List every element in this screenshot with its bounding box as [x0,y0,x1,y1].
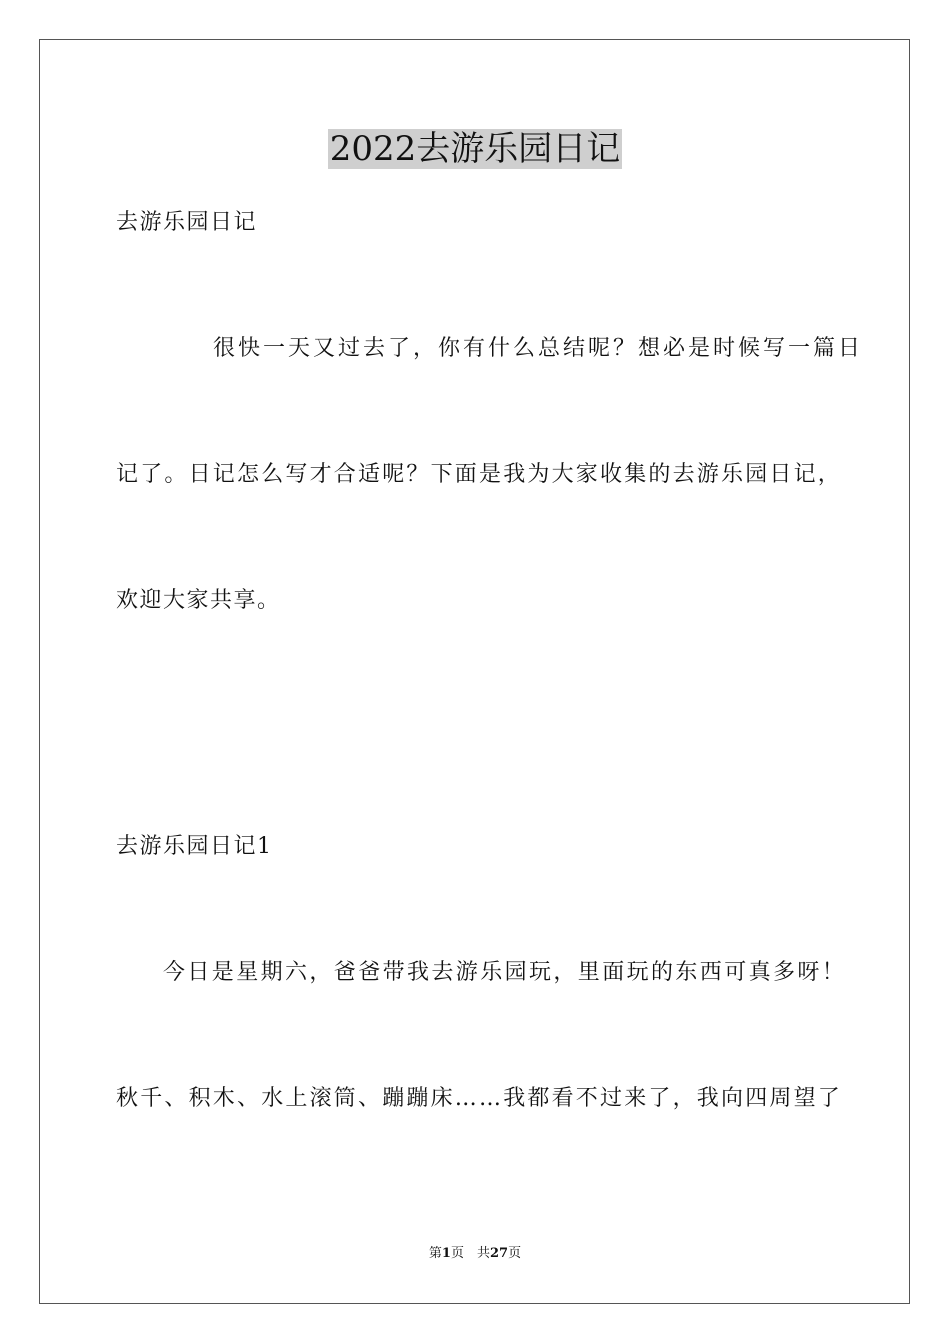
intro-line-1: 很快一天又过去了，你有什么总结呢？想必是时候写一篇日 [213,336,864,361]
page-footer [0,1245,950,1263]
footer-page-suffix: 页 [508,1246,522,1261]
footer-total-pages: 27 [489,1246,509,1261]
footer-current-page: 1 [441,1246,451,1261]
document-title [0,128,950,170]
body-line-1: 今日是星期六，爸爸带我去游乐园玩，里面玩的东西可真多呀！ [163,960,847,985]
subtitle-line: 去游乐园日记 [116,210,258,235]
footer-page-prefix: 第 [428,1246,442,1261]
intro-line-2: 记了。日记怎么写才合适呢？下面是我为大家收集的去游乐园日记， [116,462,843,487]
document-title-text: 2022去游乐园日记 [329,129,621,169]
intro-line-3: 欢迎大家共享。 [116,588,281,613]
body-line-2: 秋千、积木、水上滚筒、蹦蹦床……我都看不过来了，我向四周望了 [116,1086,843,1111]
section-heading-1: 去游乐园日记1 [116,834,273,859]
footer-page-mid: 页 共 [450,1246,490,1261]
